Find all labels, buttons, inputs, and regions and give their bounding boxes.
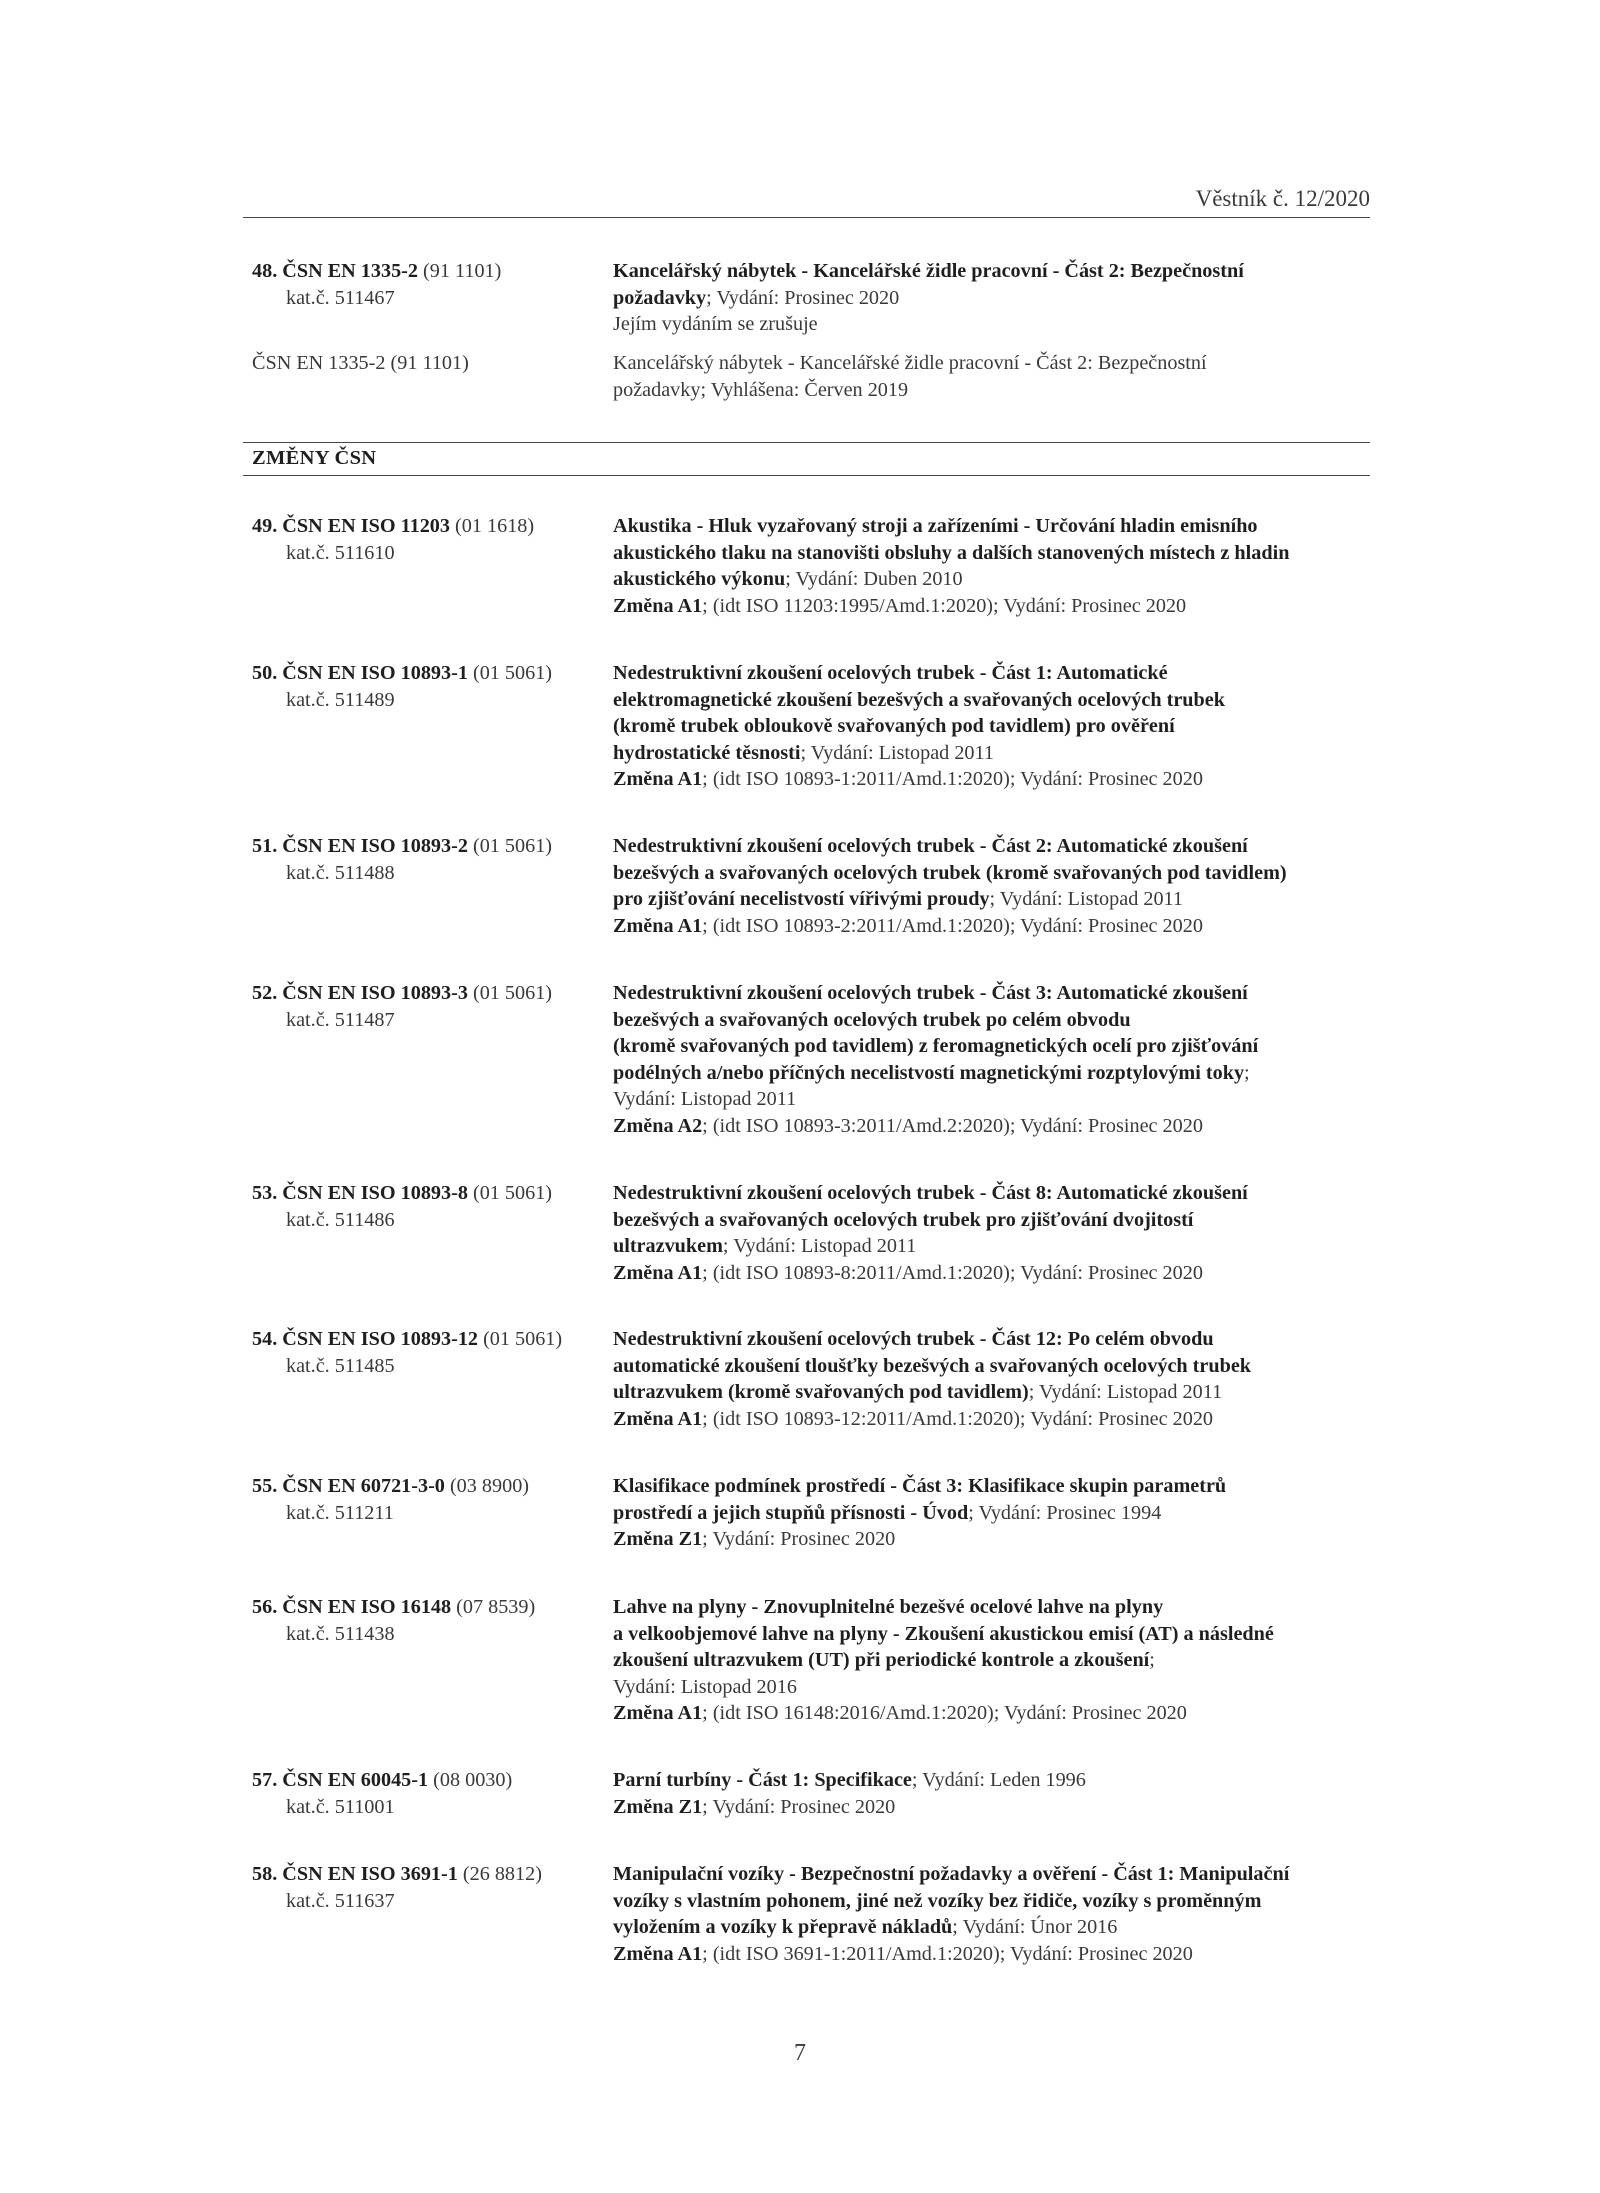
bold-text: Nedestruktivní zkoušení ocelových trubek - Část 3: Automatické zkoušení	[613, 982, 1248, 1004]
standard-id-column	[252, 1861, 602, 1914]
description-line	[613, 513, 1373, 540]
standard-description-column	[613, 980, 1373, 1139]
section-rule-bottom	[243, 475, 1370, 476]
bold-text: 56. ČSN EN ISO 16148	[252, 1596, 452, 1618]
header-rule	[243, 217, 1370, 218]
bold-text: Klasifikace podmínek prostředí - Část 3: Klasifikace skupin parametrů	[613, 1475, 1227, 1497]
description-line	[613, 766, 1373, 793]
regular-text: (01 1618)	[450, 515, 535, 537]
standard-id-column	[252, 513, 602, 566]
standard-id-line	[252, 1473, 602, 1500]
bold-text: automatické zkoušení tloušťky bezešvých a svařovaných ocelových trubek	[613, 1354, 1252, 1377]
description-line	[613, 1621, 1373, 1648]
bold-text: Kancelářský nábytek - Kancelářské židle pracovní - Část 2: Bezpečnostní	[613, 260, 1244, 282]
bold-text: pro zjišťování necelistvostí vířivými proudy	[613, 888, 990, 910]
description-line	[613, 1594, 1373, 1621]
standard-id-line	[252, 980, 602, 1007]
description-line	[613, 1180, 1373, 1207]
regular-text: ; Vydání: Prosinec 1994	[968, 1501, 1162, 1524]
bold-text: Změna A1	[613, 768, 703, 790]
standard-id-line	[252, 1353, 602, 1380]
bold-text: 58. ČSN EN ISO 3691-1	[252, 1863, 458, 1885]
standard-description-column	[613, 1767, 1373, 1820]
standard-id-line	[252, 1794, 602, 1821]
description-line	[613, 740, 1373, 767]
description-line	[613, 1033, 1373, 1060]
bold-text: 55. ČSN EN 60721-3-0	[252, 1475, 445, 1497]
description-line	[613, 860, 1373, 887]
standard-id-column	[252, 1767, 602, 1820]
bold-text: Změna A1	[613, 1407, 703, 1430]
regular-text: Vydání: Listopad 2016	[613, 1675, 797, 1698]
description-line	[613, 886, 1373, 913]
standard-id-line	[252, 285, 602, 312]
standard-description-column	[613, 1594, 1373, 1727]
bold-text: 51. ČSN EN ISO 10893-2	[252, 835, 468, 857]
standard-id-column	[252, 1473, 602, 1526]
regular-text: kat.č. 511486	[286, 1208, 395, 1231]
regular-text: ; Vydání: Prosinec 2020	[706, 286, 900, 309]
regular-text: kat.č. 511211	[286, 1501, 394, 1524]
regular-text: ; Vydání: Prosinec 2020	[702, 1795, 896, 1818]
description-line	[613, 377, 1373, 404]
standard-id-line	[252, 1767, 602, 1794]
bold-text: akustického výkonu	[613, 568, 786, 590]
regular-text: Vydání: Listopad 2011	[613, 1088, 797, 1110]
description-line	[613, 1406, 1373, 1433]
bold-text: Akustika - Hluk vyzařovaný stroji a zařízeními - Určování hladin emisního	[613, 515, 1258, 537]
bold-text: Změna A2	[613, 1114, 703, 1137]
standard-id-column	[252, 1594, 602, 1647]
description-line	[613, 540, 1373, 567]
bold-text: Nedestruktivní zkoušení ocelových trubek - Část 12: Po celém obvodu	[613, 1328, 1214, 1350]
regular-text: ;	[1149, 1649, 1155, 1671]
regular-text: ; (idt ISO 10893-3:2011/Amd.2:2020); Vydání: Prosinec 2020	[702, 1114, 1203, 1137]
standard-id-line	[252, 1621, 602, 1648]
bold-text: Parní turbíny - Část 1: Specifikace	[613, 1769, 912, 1791]
standard-description-column	[613, 513, 1373, 619]
regular-text: ; Vydání: Únor 2016	[952, 1916, 1118, 1938]
bold-text: vozíky s vlastním pohonem, jiné než vozíky bez řidiče, vozíky s proměnným	[613, 1889, 1262, 1912]
standard-id-line	[252, 258, 602, 285]
section-rule-top	[243, 442, 1370, 443]
regular-text: kat.č. 511438	[286, 1622, 395, 1645]
bold-text: bezešvých a svařovaných ocelových trubek pro zjišťování dvojitostí	[613, 1208, 1194, 1231]
description-line	[613, 1007, 1373, 1034]
regular-text: ; (idt ISO 16148:2016/Amd.1:2020); Vydání: Prosinec 2020	[702, 1702, 1187, 1724]
regular-text: ; Vydání: Duben 2010	[785, 568, 963, 590]
description-line	[613, 258, 1373, 285]
standard-description-column	[613, 1473, 1373, 1553]
description-line	[613, 913, 1373, 940]
standard-description-column	[613, 1326, 1373, 1432]
bold-text: 50. ČSN EN ISO 10893-1	[252, 662, 468, 684]
bold-text: Změna A1	[613, 1942, 703, 1965]
description-line	[613, 1086, 1373, 1113]
bold-text: Změna A1	[613, 1702, 703, 1724]
bold-text: podélných a/nebo příčných necelistvostí magnetickými rozptylovými toky	[613, 1061, 1245, 1084]
bold-text: ultrazvukem (kromě svařovaných pod tavidlem)	[613, 1381, 1029, 1403]
description-line	[613, 1794, 1373, 1821]
regular-text: (01 5061)	[478, 1328, 563, 1350]
regular-text: požadavky; Vyhlášena: Červen 2019	[613, 378, 909, 401]
regular-text: kat.č. 511637	[286, 1889, 395, 1912]
description-line	[613, 1113, 1373, 1140]
standard-description-column	[613, 833, 1373, 939]
section-heading: ZMĚNY ČSN	[252, 447, 377, 469]
description-line	[613, 1941, 1373, 1968]
bold-text: Nedestruktivní zkoušení ocelových trubek - Část 1: Automatické	[613, 662, 1168, 684]
bold-text: Nedestruktivní zkoušení ocelových trubek - Část 2: Automatické zkoušení	[613, 835, 1248, 857]
description-line	[613, 1700, 1373, 1727]
standard-id-line	[252, 1007, 602, 1034]
regular-text: ; Vydání: Listopad 2011	[1028, 1381, 1223, 1403]
regular-text: ; (idt ISO 10893-8:2011/Amd.1:2020); Vydání: Prosinec 2020	[702, 1261, 1203, 1284]
bold-text: akustického tlaku na stanovišti obsluhy a dalších stanovených místech z hladin	[613, 541, 1290, 564]
bold-text: (kromě svařovaných pod tavidlem) z feromagnetických ocelí pro zjišťování	[613, 1035, 1259, 1057]
regular-text: (03 8900)	[444, 1475, 530, 1497]
regular-text: ; (idt ISO 10893-2:2011/Amd.1:2020); Vydání: Prosinec 2020	[702, 914, 1203, 937]
regular-text: ; Vydání: Listopad 2011	[800, 741, 994, 764]
bold-text: hydrostatické těsnosti	[613, 741, 801, 764]
description-line	[613, 593, 1373, 620]
standard-id-line	[252, 1207, 602, 1234]
bold-text: prostředí a jejich stupňů přísnosti - Úvod	[613, 1501, 969, 1524]
regular-text: ; (idt ISO 10893-12:2011/Amd.1:2020); Vydání: Prosinec 2020	[702, 1407, 1214, 1430]
standard-id-column	[252, 258, 602, 311]
standard-description-column	[613, 1180, 1373, 1286]
bold-text: bezešvých a svařovaných ocelových trubek po celém obvodu	[613, 1008, 1131, 1031]
bold-text: 53. ČSN EN ISO 10893-8	[252, 1182, 468, 1204]
bold-text: bezešvých a svařovaných ocelových trubek (kromě svařovaných pod tavidlem)	[613, 861, 1287, 884]
bold-text: požadavky	[613, 286, 707, 309]
standard-description-column	[613, 258, 1373, 338]
bold-text: 54. ČSN EN ISO 10893-12	[252, 1328, 479, 1350]
description-line	[613, 1353, 1373, 1380]
regular-text: Jejím vydáním se zrušuje	[613, 313, 818, 335]
page-number: 7	[794, 2040, 806, 2066]
regular-text: ČSN EN 1335-2 (91 1101)	[252, 352, 469, 374]
description-line	[613, 833, 1373, 860]
bold-text: Manipulační vozíky - Bezpečnostní požadavky a ověření - Část 1: Manipulační	[613, 1863, 1290, 1885]
regular-text: (26 8812)	[457, 1863, 542, 1885]
bold-text: a velkoobjemové lahve na plyny - Zkoušení akustickou emisí (AT) a následné	[613, 1622, 1274, 1645]
regular-text: (08 0030)	[428, 1769, 513, 1791]
bold-text: zkoušení ultrazvukem (UT) při periodické kontrole a zkoušení	[613, 1649, 1150, 1671]
description-line	[613, 566, 1373, 593]
description-line	[613, 1326, 1373, 1353]
bold-text: Lahve na plyny - Znovuplnitelné bezešvé ocelové lahve na plyny	[613, 1596, 1164, 1618]
regular-text: (01 5061)	[467, 982, 553, 1004]
standard-id-line	[252, 1594, 602, 1621]
description-line	[613, 350, 1373, 377]
standard-description-column	[613, 1861, 1373, 1967]
standard-id-line	[252, 1861, 602, 1888]
description-line	[613, 1233, 1373, 1260]
description-line	[613, 1647, 1373, 1674]
description-line	[613, 1861, 1373, 1888]
standard-id-line	[252, 1888, 602, 1915]
regular-text: ; Vydání: Listopad 2011	[722, 1235, 917, 1257]
standard-id-line	[252, 350, 602, 377]
description-line	[613, 1674, 1373, 1701]
regular-text: kat.č. 511489	[286, 688, 395, 711]
regular-text: ; (idt ISO 3691-1:2011/Amd.1:2020); Vydání: Prosinec 2020	[702, 1942, 1193, 1965]
description-line	[613, 1526, 1373, 1553]
bold-text: Změna Z1	[613, 1795, 703, 1818]
description-line	[613, 1473, 1373, 1500]
bold-text: vyložením a vozíky k přepravě nákladů	[613, 1916, 953, 1938]
standard-id-line	[252, 1180, 602, 1207]
description-line	[613, 1888, 1373, 1915]
description-line	[613, 1767, 1373, 1794]
bold-text: Změna A1	[613, 914, 703, 937]
description-line	[613, 1379, 1373, 1406]
regular-text: kat.č. 511487	[286, 1008, 395, 1031]
description-line	[613, 713, 1373, 740]
regular-text: kat.č. 511610	[286, 541, 395, 564]
standard-id-line	[252, 860, 602, 887]
standard-id-line	[252, 660, 602, 687]
regular-text: (01 5061)	[467, 835, 553, 857]
description-line	[613, 311, 1373, 338]
regular-text: Kancelářský nábytek - Kancelářské židle pracovní - Část 2: Bezpečnostní	[613, 352, 1207, 374]
standard-id-column	[252, 833, 602, 886]
standard-description-column	[613, 660, 1373, 793]
regular-text: kat.č. 511485	[286, 1354, 395, 1377]
standard-id-column	[252, 350, 602, 377]
standard-id-line	[252, 540, 602, 567]
regular-text: ;	[1244, 1061, 1250, 1084]
description-line	[613, 660, 1373, 687]
standard-id-column	[252, 1326, 602, 1379]
standard-id-column	[252, 660, 602, 713]
description-line	[613, 1060, 1373, 1087]
regular-text: kat.č. 511467	[286, 286, 395, 309]
description-line	[613, 1207, 1373, 1234]
standard-id-line	[252, 687, 602, 714]
standard-id-line	[252, 833, 602, 860]
standard-id-column	[252, 1180, 602, 1233]
regular-text: (01 5061)	[467, 662, 553, 684]
bold-text: Nedestruktivní zkoušení ocelových trubek - Část 8: Automatické zkoušení	[613, 1182, 1248, 1204]
bold-text: Změna Z1	[613, 1528, 703, 1550]
regular-text: ; (idt ISO 10893-1:2011/Amd.1:2020); Vydání: Prosinec 2020	[702, 768, 1203, 790]
regular-text: (01 5061)	[467, 1182, 553, 1204]
regular-text: (91 1101)	[418, 260, 502, 282]
description-line	[613, 687, 1373, 714]
description-line	[613, 285, 1373, 312]
bold-text: 52. ČSN EN ISO 10893-3	[252, 982, 468, 1004]
bold-text: 57. ČSN EN 60045-1	[252, 1769, 429, 1791]
regular-text: ; (idt ISO 11203:1995/Amd.1:2020); Vydání: Prosinec 2020	[702, 594, 1187, 617]
bold-text: 48. ČSN EN 1335-2	[252, 260, 418, 282]
description-line	[613, 980, 1373, 1007]
description-line	[613, 1260, 1373, 1287]
standard-description-column	[613, 350, 1373, 403]
regular-text: kat.č. 511488	[286, 861, 395, 884]
regular-text: ; Vydání: Listopad 2011	[989, 888, 1183, 910]
bold-text: 49. ČSN EN ISO 11203	[252, 515, 450, 537]
bold-text: Změna A1	[613, 594, 703, 617]
description-line	[613, 1914, 1373, 1941]
standard-id-line	[252, 513, 602, 540]
standard-id-line	[252, 1500, 602, 1527]
standard-id-column	[252, 980, 602, 1033]
bold-text: (kromě trubek obloukově svařovaných pod tavidlem) pro ověření	[613, 715, 1175, 737]
regular-text: (07 8539)	[451, 1596, 536, 1618]
regular-text: kat.č. 511001	[286, 1795, 395, 1818]
bold-text: elektromagnetické zkoušení bezešvých a svařovaných ocelových trubek	[613, 688, 1225, 711]
regular-text: ; Vydání: Leden 1996	[911, 1769, 1086, 1791]
bold-text: ultrazvukem	[613, 1235, 723, 1257]
regular-text: ; Vydání: Prosinec 2020	[702, 1528, 896, 1550]
running-header: Věstník č. 12/2020	[1195, 186, 1370, 211]
standard-id-line	[252, 1326, 602, 1353]
description-line	[613, 1500, 1373, 1527]
bold-text: Změna A1	[613, 1261, 703, 1284]
